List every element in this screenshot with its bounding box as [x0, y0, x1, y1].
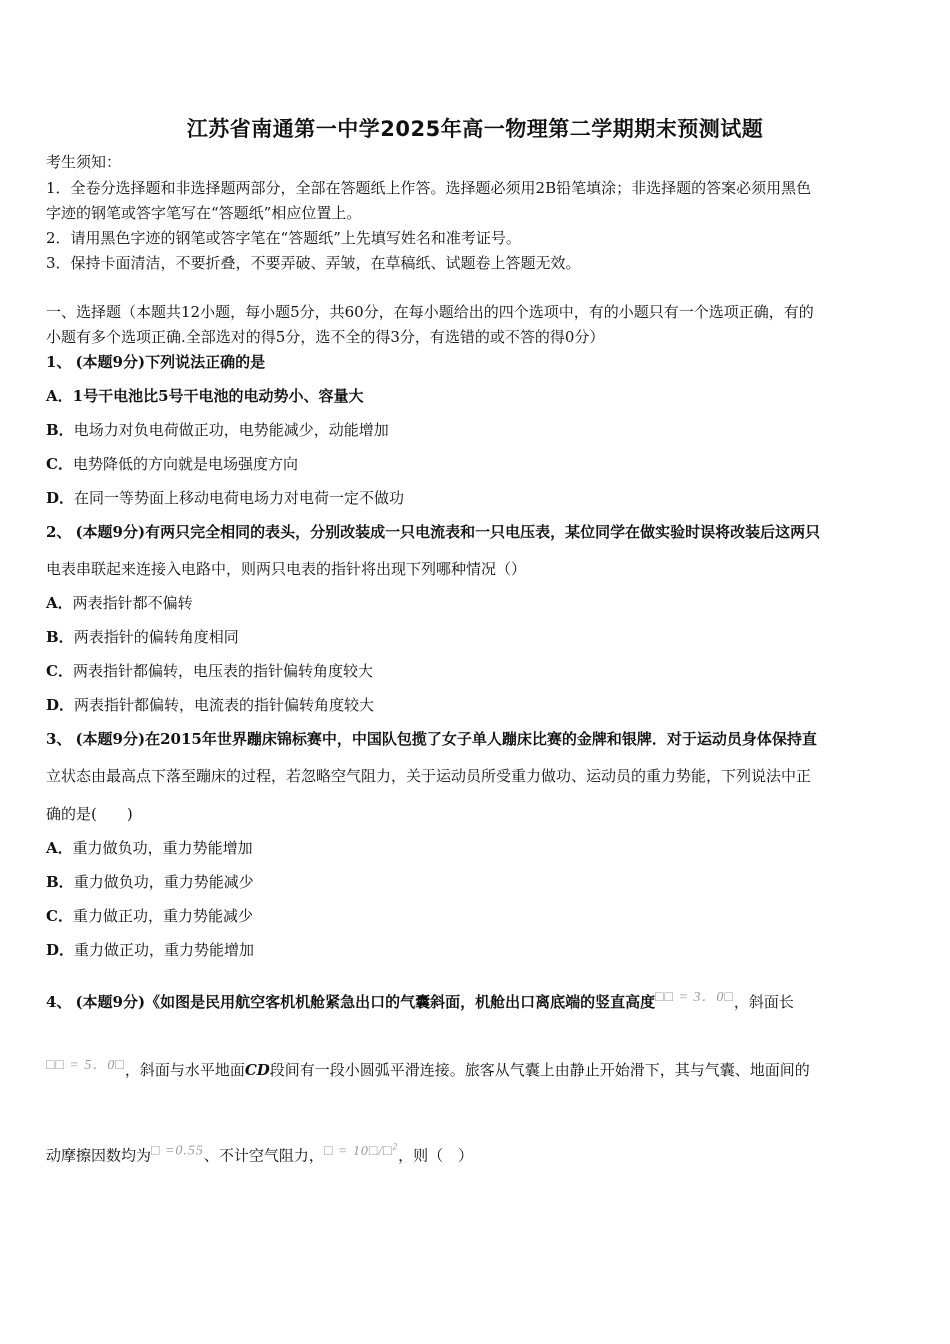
question-text: (本题9分)在2015年世界蹦床锦标赛中，中国队包揽了女子单人蹦床比赛的金牌和银牌．对于运动员身体保持直	[75, 730, 817, 748]
question-3-option-d	[46, 940, 254, 960]
question-text-cont: ，斜面长	[733, 993, 794, 1011]
question-3-stem-line3: 确的是( )	[46, 805, 133, 823]
question-text: (本题9分)有两只完全相同的表头，分别改装成一只电流表和一只电压表，某位同学在做实验时误将改装后这两只	[75, 523, 821, 541]
option-text: 重力做负功，重力势能增加	[72, 839, 253, 857]
question-3-option-b	[46, 872, 254, 892]
question-2-stem-line1	[46, 522, 820, 542]
segment-label: CD	[244, 1061, 270, 1079]
question-number: 4、	[46, 993, 72, 1011]
option-label: B．	[46, 421, 74, 439]
question-2-option-d	[46, 695, 374, 715]
question-3-option-a	[46, 838, 253, 858]
option-label: D．	[46, 696, 75, 714]
question-2-option-b	[46, 627, 239, 647]
question-text-cont: 、不计空气阻力，	[203, 1146, 324, 1165]
question-1-option-a	[46, 386, 364, 406]
question-3-stem-line2: 立状态由最高点下落至蹦床的过程，若忽略空气阻力，关于运动员所受重力做功、运动员的重力势能，下列说法中正	[46, 767, 812, 785]
question-number: 2、	[46, 523, 72, 541]
question-text: (本题9分)下列说法正确的是	[75, 353, 266, 371]
notice-item-1: 1．全卷分选择题和非选择题两部分，全部在答题纸上作答。选择题必须用2B铅笔填涂；非选择题的答案必须用黑色	[46, 179, 812, 197]
page-title: 江苏省南通第一中学2025年高一物理第二学期期末预测试题	[186, 117, 764, 141]
option-label: A．	[46, 387, 73, 405]
gravity-formula-base: □ = 10□/□	[323, 1143, 393, 1159]
question-2-stem-line2: 电表串联起来连接入电路中，则两只电表的指针将出现下列哪种情况（）	[46, 560, 527, 578]
option-text: 电场力对负电荷做正功，电势能减少，动能增加	[73, 421, 389, 439]
question-2-option-c	[46, 661, 373, 681]
gravity-formula-exponent: 2	[392, 1141, 399, 1151]
section-heading-line2: 小题有多个选项正确.全部选对的得5分，选不全的得3分，有选错的或不答的得0分）	[46, 328, 605, 346]
question-4-stem-line1	[46, 988, 794, 1012]
section-heading-line1: 一、选择题（本题共12小题，每小题5分，共60分，在每小题给出的四个选项中，有的小题只有一个选项正确，有的	[46, 303, 814, 321]
question-number: 3、	[46, 730, 72, 748]
question-2-option-a	[46, 593, 193, 613]
option-label: B．	[46, 873, 74, 891]
option-text: 在同一等势面上移动电荷电场力对电荷一定不做功	[74, 489, 405, 507]
notice-heading: 考生须知：	[46, 153, 122, 171]
question-number: 1、	[46, 353, 72, 371]
option-text: 1号干电池比5号干电池的电动势小、容量大	[72, 387, 364, 405]
option-text: 重力做负功，重力势能减少	[73, 873, 254, 891]
question-text: ，斜面与水平地面	[124, 1061, 245, 1079]
question-1-stem	[46, 352, 265, 372]
question-text-end: ，则（ ）	[398, 1146, 474, 1165]
question-4-stem-line2	[46, 1056, 810, 1080]
option-text: 两表指针都不偏转	[72, 594, 193, 612]
option-label: C．	[46, 907, 73, 925]
option-text: 重力做正功，重力势能减少	[72, 907, 253, 925]
option-label: D．	[46, 489, 75, 507]
question-text: (本题9分)《如图是民用航空客机机舱紧急出口的气囊斜面，机舱出口离底端的竖直高度	[75, 993, 656, 1011]
option-label: C．	[46, 662, 73, 680]
question-4-stem-line3	[46, 1136, 473, 1166]
question-1-option-c	[46, 454, 298, 474]
question-1-option-b	[46, 420, 389, 440]
question-text-cont: 段间有一段小圆弧平滑连接。旅客从气囊上由静止开始滑下，其与气囊、地面间的	[269, 1061, 810, 1079]
option-label: A．	[46, 839, 73, 857]
option-text: 重力做正功，重力势能增加	[74, 941, 255, 959]
option-label: B．	[46, 628, 74, 646]
option-text: 两表指针都偏转，电压表的指针偏转角度较大	[72, 662, 373, 680]
friction-formula: □ =0.55	[151, 1143, 204, 1159]
question-text: 动摩擦因数均为	[46, 1146, 152, 1165]
gravity-formula	[323, 1141, 399, 1159]
option-text: 电势降低的方向就是电场强度方向	[72, 455, 298, 473]
question-3-stem-line1	[46, 729, 817, 749]
option-label: A．	[46, 594, 73, 612]
option-text: 两表指针的偏转角度相同	[73, 628, 239, 646]
notice-item-3: 3．保持卡面清洁，不要折叠，不要弄破、弄皱，在草稿纸、试题卷上答题无效。	[46, 254, 581, 272]
notice-item-2: 2．请用黑色字迹的钢笔或答字笔在“答题纸”上先填写姓名和准考证号。	[46, 229, 521, 247]
option-text: 两表指针都偏转，电流表的指针偏转角度较大	[74, 696, 375, 714]
option-label: C．	[46, 455, 73, 473]
notice-item-1-cont: 字迹的钢笔或答字笔写在“答题纸”相应位置上。	[46, 204, 362, 222]
question-1-option-d	[46, 488, 404, 508]
height-formula: □□ = 3．0□	[655, 990, 734, 1005]
option-label: D．	[46, 941, 75, 959]
question-3-option-c	[46, 906, 253, 926]
length-formula: □□ = 5．0□	[46, 1058, 125, 1073]
